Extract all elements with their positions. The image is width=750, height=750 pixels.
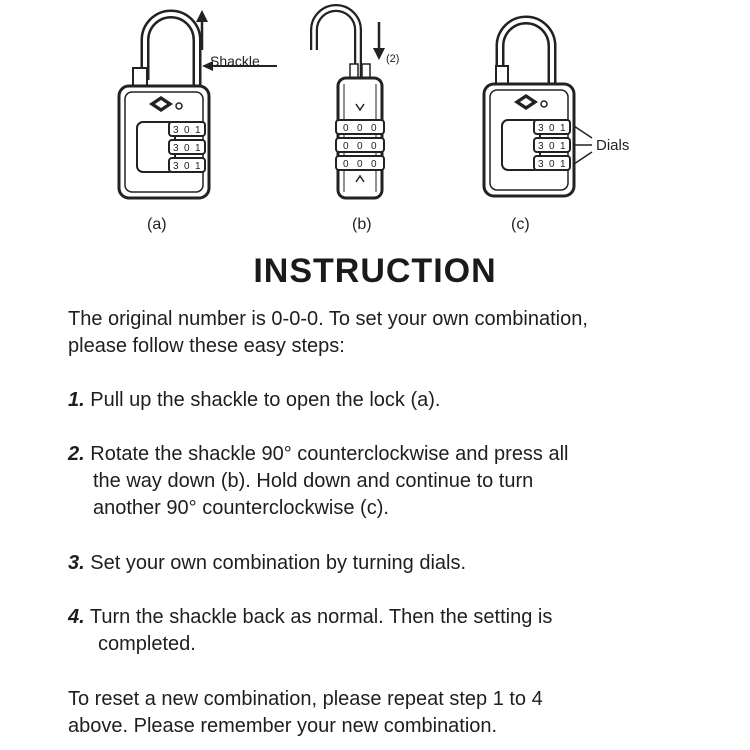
caption-b: (b) <box>352 216 372 233</box>
lock-figure-c <box>470 0 650 210</box>
page-title: INSTRUCTION <box>253 252 497 290</box>
dial-digit-b8: 0 <box>357 159 363 170</box>
dials-label: Dials <box>596 137 630 154</box>
svg-text:1: 1 <box>560 123 566 134</box>
step-line: Set your own combination by turning dials. <box>90 552 467 574</box>
svg-text:3: 3 <box>538 123 544 134</box>
step-3 <box>68 550 708 577</box>
intro-line-2: please follow these easy steps: <box>68 335 345 357</box>
svg-text:3: 3 <box>538 159 544 170</box>
step-line: Rotate the shackle 90° counterclockwise and press all <box>90 443 569 465</box>
step-line: Turn the shackle back as normal. Then the setting is <box>89 606 553 628</box>
intro-text <box>68 306 708 360</box>
svg-text:1: 1 <box>195 125 201 136</box>
step-line: the way down (b). Hold down and continue to turn <box>93 470 534 492</box>
step-line: Pull up the shackle to open the lock (a). <box>90 389 441 411</box>
outro-line-1: To reset a new combination, please repeat step 1 to 4 <box>68 688 543 710</box>
dial-digit-a1: 0 <box>184 125 190 136</box>
outro-line-2: above. Please remember your new combination. <box>68 715 498 737</box>
svg-text:3: 3 <box>538 141 544 152</box>
down-arrow-icon <box>373 22 385 60</box>
step-1 <box>68 387 708 414</box>
svg-text:1: 1 <box>195 161 201 172</box>
svg-text:3: 3 <box>173 161 179 172</box>
intro-line-1: The original number is 0-0-0. To set your own combination, <box>68 308 588 330</box>
svg-text:1: 1 <box>195 143 201 154</box>
lock-figure-a <box>105 0 285 210</box>
outro-text <box>68 686 708 740</box>
step-line: completed. <box>98 633 196 655</box>
dial-digit-a2: 0 <box>184 143 190 154</box>
shackle-label: Shackle <box>210 53 260 69</box>
dial-digit-b4: 0 <box>343 141 349 152</box>
dial-digit-b7: 0 <box>343 159 349 170</box>
svg-text:3: 3 <box>173 143 179 154</box>
caption-a: (a) <box>147 216 167 233</box>
lock-figure-b <box>300 0 420 210</box>
dial-digit-a3: 0 <box>184 161 190 172</box>
dial-digit-b9: 0 <box>371 159 377 170</box>
svg-text:3: 3 <box>173 125 179 136</box>
dial-digit-b6: 0 <box>371 141 377 152</box>
press-down-label: (2) <box>386 53 400 65</box>
lock-figures <box>0 0 750 250</box>
svg-text:1: 1 <box>560 159 566 170</box>
dial-digit-b3: 0 <box>371 123 377 134</box>
caption-c: (c) <box>511 216 530 233</box>
step-line: another 90° counterclockwise (c). <box>93 497 389 519</box>
dial-digit-c1: 0 <box>549 123 555 134</box>
dial-digit-b2: 0 <box>357 123 363 134</box>
dials-pointer-lines <box>574 126 592 164</box>
dial-digit-c3: 0 <box>549 159 555 170</box>
svg-text:1: 1 <box>560 141 566 152</box>
step-2 <box>68 441 708 522</box>
step-number: 1. <box>68 389 85 411</box>
step-number: 3. <box>68 552 85 574</box>
step-number: 2. <box>68 443 85 465</box>
dial-digit-c2: 0 <box>549 141 555 152</box>
step-number: 4. <box>68 606 85 628</box>
dial-digit-b5: 0 <box>357 141 363 152</box>
dial-digit-b1: 0 <box>343 123 349 134</box>
step-4 <box>68 604 708 658</box>
